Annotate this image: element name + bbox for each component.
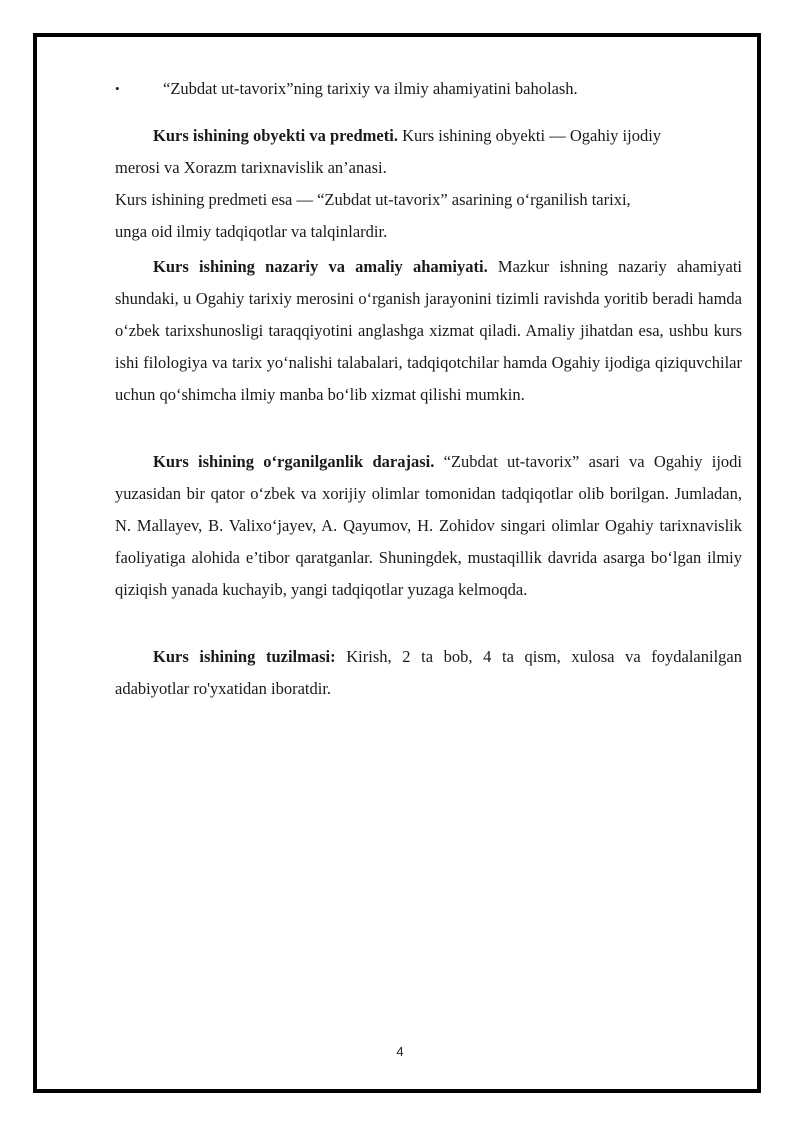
bullet-icon: •: [115, 81, 120, 96]
significance-paragraph: [115, 251, 742, 411]
subject-paragraph: [115, 184, 742, 248]
list-item: [115, 77, 742, 101]
structure-text: Kirish, 2 ta bob, 4 ta qism, xulosa va foydalanilgan adabiyotlar ro'yxatidan iboratdir.: [115, 647, 742, 698]
structure-heading: Kurs ishining tuzilmasi:: [153, 647, 336, 666]
subject-text-2: unga oid ilmiy tadqiqotlar va talqinlardir.: [115, 222, 388, 241]
subject-text-1: Kurs ishining predmeti esa — “Zubdat ut-tavorix” asarining o‘rganilish tarixi,: [115, 190, 631, 209]
structure-paragraph: [115, 641, 742, 705]
study-degree-text: “Zubdat ut-tavorix” asari va Ogahiy ijodi yuzasidan bir qator o‘zbek va xorijiy olimlar tomonidan tadqiqotlar olib borilgan. Jumladan, N. Mallayev, B. Valixo‘jayev, A. Qayumov, H. Zohidov singari olimlar Ogahiy tarixnavislik faoliyatiga alohida e’tibor qaratganlar. Shuningdek, mustaqillik davrida asarga bo‘lgan ilmiy qiziqish yanada kuchayib, yangi tadqiqotlar yuzaga kelmoqda.: [115, 452, 742, 599]
bullet-text: “Zubdat ut-tavorix”ning tarixiy va ilmiy ahamiyatini baholash.: [163, 79, 578, 98]
object-line-1: [115, 120, 742, 152]
object-text-1: Kurs ishining obyekti — Ogahiy ijodiy: [397, 126, 662, 145]
page-number: 4: [396, 1044, 404, 1059]
significance-heading: Kurs ishining nazariy va amaliy ahamiyati.: [153, 257, 488, 276]
object-text-2: merosi va Xorazm tarixnavislik an’anasi.: [115, 158, 387, 177]
object-heading: Kurs ishining obyekti va predmeti.: [153, 126, 398, 145]
study-degree-heading: Kurs ishining o‘rganilganlik darajasi.: [153, 452, 435, 471]
significance-text: Mazkur ishning nazariy ahamiyati shundaki, u Ogahiy tarixiy merosini o‘rganish jarayonini tizimli ravishda yoritib beradi hamda o‘zbek tarixshunosligi taraqqiyotini anglashga xizmat qiladi. Amaliy jihatdan esa, ushbu kurs ishi filologiya va tarix yo‘nalishi talabalari, tadqiqotchilar hamda Ogahiy ijodiga qiziquvchilar uchun qo‘shimcha ilmiy manba bo‘lib xizmat qilishi mumkin.: [115, 257, 742, 404]
study-degree-paragraph: [115, 446, 742, 606]
object-paragraph: [115, 120, 742, 184]
